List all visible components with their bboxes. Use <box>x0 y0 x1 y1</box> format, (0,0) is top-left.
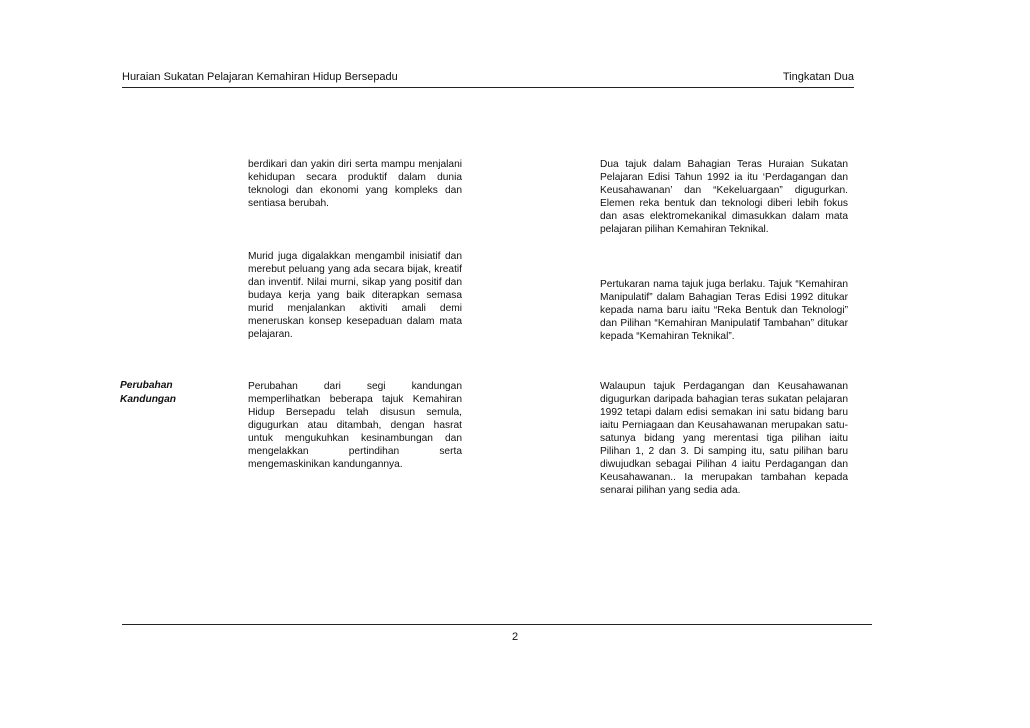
left-column-paragraph-2: Murid juga digalakkan mengambil inisiatif dan merebut peluang yang ada secara bijak, kreatif dan inventif. Nilai murni, sikap yang positif dan budaya kerja yang baik diterapkan semasa murid menjalankan aktiviti amali demi meneruskan konsep kesepaduan dalam mata pelajaran. <box>248 251 462 340</box>
page-header <box>122 70 854 88</box>
page-number: 2 <box>511 631 519 643</box>
header-form-level: Tingkatan Dua <box>782 71 854 83</box>
section-label-line-1: Perubahan <box>120 380 173 391</box>
right-column-paragraph-1: Dua tajuk dalam Bahagian Teras Huraian Sukatan Pelajaran Edisi Tahun 1992 ia itu ‘Perdagangan dan Keusahawanan’ dan “Kekeluargaan” digugurkan. Elemen reka bentuk dan teknologi diberi lebih fokus dan asas elektromekanikal dimasukkan dalam mata pelajaran pilihan Kemahiran Teknikal. <box>600 159 848 235</box>
section-label <box>120 379 230 407</box>
section-label-line-2: Kandungan <box>120 394 177 405</box>
footer-divider <box>122 624 872 625</box>
right-column-paragraph-2: Pertukaran nama tajuk juga berlaku. Tajuk “Kemahiran Manipulatif” dalam Bahagian Teras Edisi 1992 ditukar kepada nama baru iaitu “Reka Bentuk dan Teknologi” dan Pilihan “Kemahiran Manipulatif Tambahan” ditukar kepada “Kemahiran Teknikal”. <box>600 279 848 342</box>
header-document-title: Huraian Sukatan Pelajaran Kemahiran Hidup Bersepadu <box>122 71 398 83</box>
left-column-paragraph-3: Perubahan dari segi kandungan memperlihatkan beberapa tajuk Kemahiran Hidup Bersepadu telah disusun semula, digugurkan atau ditambah, dengan hasrat untuk mengukuhkan kesinambungan dan mengelakkan pertindihan serta mengemaskinikan kandungannya. <box>248 381 462 470</box>
left-column-paragraph-1: berdikari dan yakin diri serta mampu menjalani kehidupan secara produktif dalam dunia teknologi dan ekonomi yang kompleks dan sentiasa berubah. <box>248 159 462 209</box>
right-column-paragraph-3: Walaupun tajuk Perdagangan dan Keusahawanan digugurkan daripada bahagian teras sukatan pelajaran 1992 tetapi dalam edisi semakan ini satu bidang baru iaitu Perniagaan dan Keusahawanan merupakan satu-satunya bidang yang merentasi tiga pilihan iaitu Pilihan 1, 2 dan 3. Di samping itu, satu pilihan baru diwujudkan sebagai Pilihan 4 iaitu Perdagangan dan Keusahawanan.. Ia merupakan tambahan kepada senarai pilihan yang sedia ada. <box>600 381 848 496</box>
